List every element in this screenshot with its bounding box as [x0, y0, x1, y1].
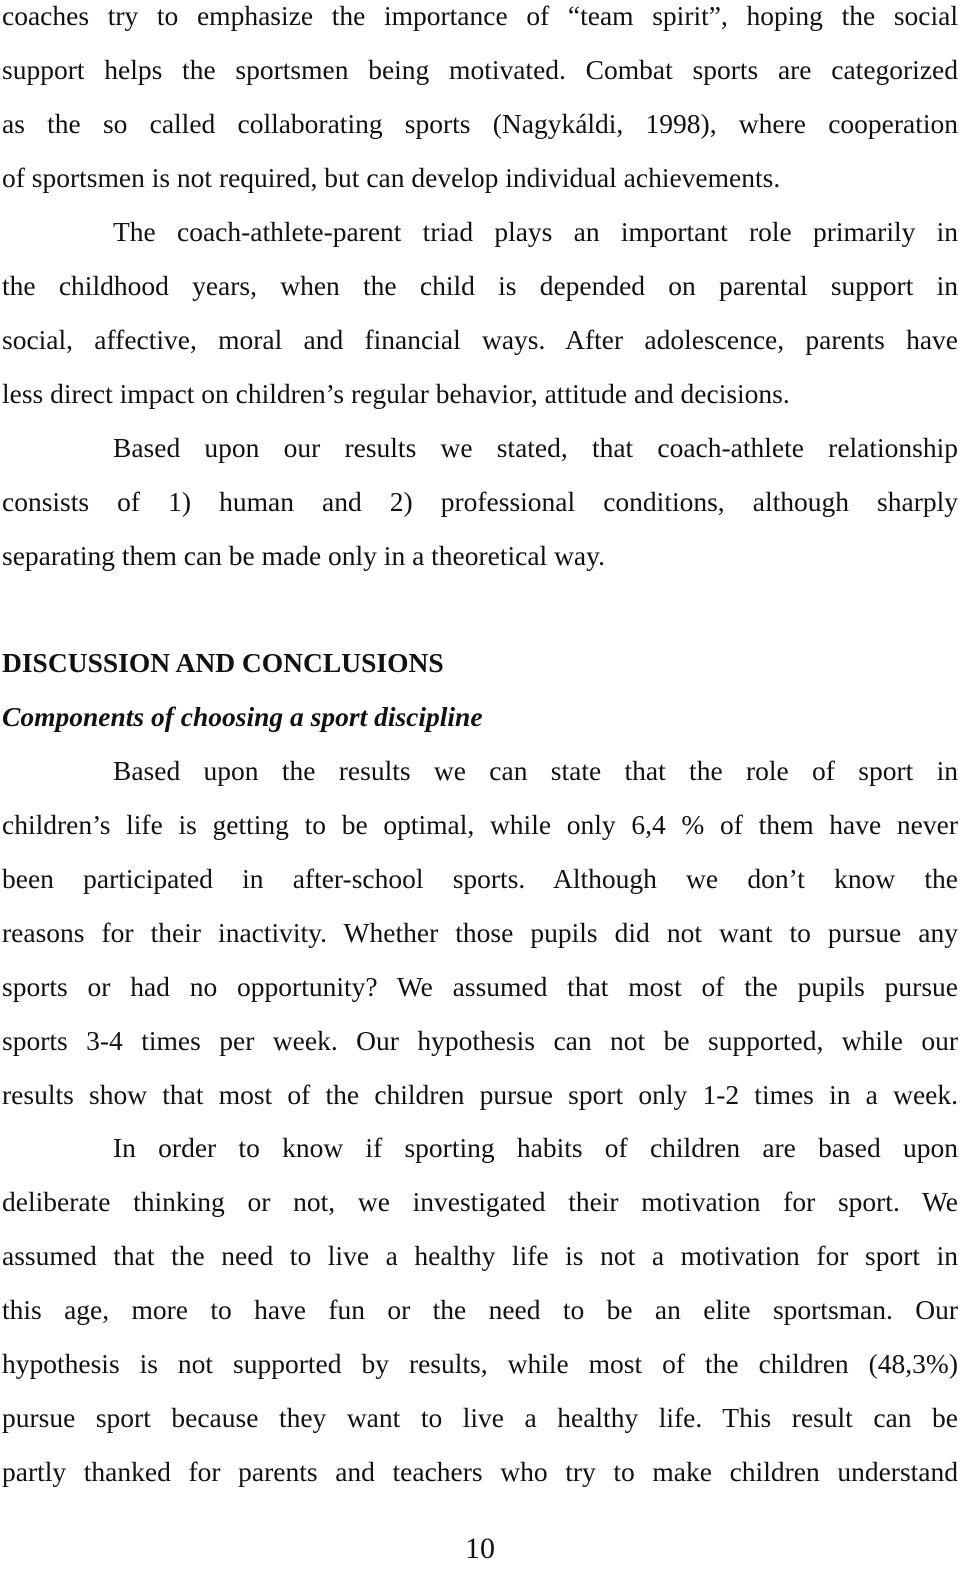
body-text-line: children’s life is getting to be optimal, while only 6,4 % of them have never: [2, 809, 958, 840]
section-heading: DISCUSSION AND CONCLUSIONS: [2, 647, 444, 678]
body-text-line: separating them can be made only in a theoretical way.: [2, 540, 605, 571]
body-text-line: assumed that the need to live a healthy life is not a motivation for sport in: [2, 1240, 958, 1271]
body-text-line: this age, more to have fun or the need to be an elite sportsman. Our: [2, 1294, 958, 1325]
body-text-line: the childhood years, when the child is depended on parental support in: [2, 270, 958, 301]
body-text-line: deliberate thinking or not, we investigated their motivation for sport. We: [2, 1186, 958, 1217]
body-text-line: The coach-athlete-parent triad plays an important role primarily in: [113, 216, 958, 247]
page-number: 10: [465, 1532, 495, 1565]
body-text-line: consists of 1) human and 2) professional conditions, although sharply: [2, 486, 958, 517]
body-text-line: partly thanked for parents and teachers who try to make children understand: [2, 1456, 958, 1487]
body-text-line: pursue sport because they want to live a healthy life. This result can be: [2, 1402, 958, 1433]
body-text-line: Based upon our results we stated, that coach-athlete relationship: [113, 432, 958, 463]
body-text-line: been participated in after-school sports. Although we don’t know the: [2, 863, 958, 894]
body-text-line: of sportsmen is not required, but can develop individual achievements.: [2, 162, 781, 193]
subsection-heading: Components of choosing a sport discipline: [2, 701, 483, 732]
body-text-line: coaches try to emphasize the importance of “team spirit”, hoping the social: [2, 0, 958, 31]
body-text-line: as the so called collaborating sports (Nagykáldi, 1998), where cooperation: [2, 108, 958, 139]
body-text-line: social, affective, moral and financial ways. After adolescence, parents have: [2, 324, 958, 355]
body-text-line: In order to know if sporting habits of children are based upon: [113, 1132, 958, 1163]
body-text-line: Based upon the results we can state that the role of sport in: [113, 755, 958, 786]
body-text-line: hypothesis is not supported by results, while most of the children (48,3%): [2, 1348, 958, 1379]
body-text-line: sports 3-4 times per week. Our hypothesis can not be supported, while our: [2, 1025, 958, 1056]
body-text-line: results show that most of the children pursue sport only 1-2 times in a week.: [2, 1079, 958, 1110]
body-text-line: support helps the sportsmen being motivated. Combat sports are categorized: [2, 54, 958, 85]
body-text-line: less direct impact on children’s regular behavior, attitude and decisions.: [2, 378, 790, 409]
body-text-line: reasons for their inactivity. Whether those pupils did not want to pursue any: [2, 917, 958, 948]
body-text-line: sports or had no opportunity? We assumed that most of the pupils pursue: [2, 971, 958, 1002]
